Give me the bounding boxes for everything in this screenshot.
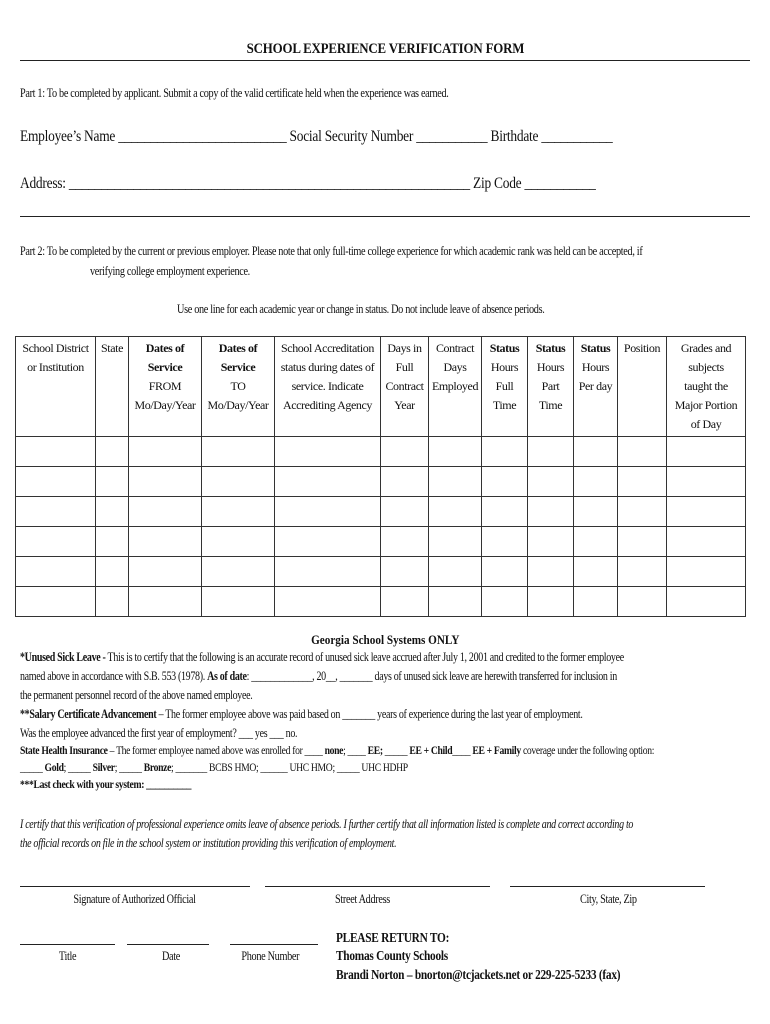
table-cell[interactable] (129, 467, 202, 497)
title-label: Title (58, 949, 77, 963)
table-cell[interactable] (381, 527, 429, 557)
column-header: State (96, 337, 129, 437)
table-cell[interactable] (482, 587, 528, 617)
table-cell[interactable] (16, 467, 96, 497)
georgia-heading: Georgia School Systems ONLY (310, 632, 460, 647)
date-label: Date (161, 949, 181, 963)
table-cell[interactable] (16, 497, 96, 527)
table-cell[interactable] (429, 587, 482, 617)
table-cell[interactable] (275, 587, 381, 617)
employee-name-field[interactable]: __________________________ (118, 128, 287, 145)
table-cell[interactable] (381, 587, 429, 617)
sick-leave-line1: *Unused Sick Leave - This is to certify that the following is an accurate record of unused sick leave accrued after July 1, 2001 and credited to the former employee (20, 650, 624, 664)
table-row (16, 467, 746, 497)
title-line[interactable] (20, 944, 115, 945)
signature-line[interactable] (20, 886, 250, 887)
table-cell[interactable] (96, 557, 129, 587)
table-cell[interactable] (618, 467, 667, 497)
table-cell[interactable] (618, 527, 667, 557)
table-cell[interactable] (275, 527, 381, 557)
ssn-field[interactable]: ___________ (416, 128, 488, 145)
table-cell[interactable] (129, 527, 202, 557)
column-header: Position (618, 337, 667, 437)
table-cell[interactable] (482, 557, 528, 587)
part1-rule (20, 216, 750, 217)
health-insurance-line: State Health Insurance – The former employee named above was enrolled for ____ none; ____ EE; _____ EE + Child____ EE + Family coverage under the following option: (20, 745, 655, 757)
table-cell[interactable] (482, 527, 528, 557)
table-cell[interactable] (528, 437, 574, 467)
certify-line2: the official records on file in the school system or institution providing this verification of employment. (20, 836, 397, 850)
table-cell[interactable] (275, 557, 381, 587)
table-cell[interactable] (129, 557, 202, 587)
table-cell[interactable] (667, 587, 746, 617)
table-cell[interactable] (16, 437, 96, 467)
table-row (16, 437, 746, 467)
table-cell[interactable] (618, 497, 667, 527)
table-cell[interactable] (96, 467, 129, 497)
column-header: Contract Days Employed (429, 337, 482, 437)
column-header: School Accreditation status during dates of service. Indicate Accrediting Agency (275, 337, 381, 437)
table-cell[interactable] (96, 527, 129, 557)
table-cell[interactable] (528, 467, 574, 497)
table-cell[interactable] (482, 437, 528, 467)
return-heading: PLEASE RETURN TO: (336, 930, 450, 945)
experience-table (15, 336, 746, 617)
table-cell[interactable] (96, 587, 129, 617)
health-plan-options: _____ Gold; _____ Silver; _____ Bronze; _______ BCBS HMO; ______ UHC HMO; _____ UHC HDHP (20, 762, 408, 774)
date-line[interactable] (127, 944, 209, 945)
table-cell[interactable] (96, 437, 129, 467)
table-cell[interactable] (202, 467, 275, 497)
table-cell[interactable] (129, 497, 202, 527)
table-cell[interactable] (574, 527, 618, 557)
return-organization: Thomas County Schools (336, 948, 448, 963)
column-header: Dates of Service FROM Mo/Day/Year (129, 337, 202, 437)
table-row (16, 527, 746, 557)
phone-number-label: Phone Number (241, 949, 299, 963)
table-cell[interactable] (618, 557, 667, 587)
birthdate-field[interactable]: ___________ (541, 128, 613, 145)
table-cell[interactable] (429, 527, 482, 557)
salary-advancement-line: **Salary Certificate Advancement – The former employee above was paid based on _______ years of experience during the last year of employment. (20, 707, 583, 721)
table-cell[interactable] (16, 557, 96, 587)
table-instruction: Use one line for each academic year or change in status. Do not include leave of absence periods. (177, 302, 545, 316)
table-cell[interactable] (574, 587, 618, 617)
column-header: Dates of Service TO Mo/Day/Year (202, 337, 275, 437)
city-state-zip-label: City, State, Zip (580, 892, 637, 906)
table-cell[interactable] (129, 437, 202, 467)
table-cell[interactable] (429, 557, 482, 587)
employee-name-row (20, 128, 725, 146)
table-cell[interactable] (381, 497, 429, 527)
street-address-line[interactable] (265, 886, 490, 887)
address-label: Address: (20, 175, 66, 192)
salary-label: **Salary Certificate Advancement (20, 707, 157, 721)
column-header: Status Hours Per day (574, 337, 618, 437)
sick-leave-line3: the permanent personnel record of the above named employee. (20, 688, 253, 702)
signature-label: Signature of Authorized Official (73, 892, 197, 906)
city-state-zip-line[interactable] (510, 886, 705, 887)
table-row (16, 497, 746, 527)
table-cell[interactable] (429, 467, 482, 497)
part2-instruction: Part 2: To be completed by the current or previous employer. Please note that only full-time college experience for which academic rank was held can be accepted, if (20, 244, 643, 258)
address-row (20, 175, 705, 193)
table-cell[interactable] (574, 467, 618, 497)
table-cell[interactable] (275, 437, 381, 467)
birthdate-label: Birthdate (490, 128, 539, 145)
table-cell[interactable] (275, 467, 381, 497)
table-cell[interactable] (129, 587, 202, 617)
column-header: Grades and subjects taught the Major Portion of Day (667, 337, 746, 437)
table-cell[interactable] (202, 497, 275, 527)
table-cell[interactable] (528, 497, 574, 527)
table-cell[interactable] (429, 437, 482, 467)
table-cell[interactable] (381, 437, 429, 467)
certify-line1: I certify that this verification of professional experience omits leave of absence periods. I further certify that all information listed is complete and correct according to (20, 817, 634, 831)
street-address-label: Street Address (335, 892, 390, 906)
table-cell[interactable] (202, 437, 275, 467)
table-cell[interactable] (381, 467, 429, 497)
column-header: Days in Full Contract Year (381, 337, 429, 437)
as-of-date-label: As of date (207, 669, 247, 683)
table-cell[interactable] (667, 467, 746, 497)
sick-leave-line2: named above in accordance with S.B. 553 (1978). As of date: _____________, 20__, _______ days of unused sick leave are herewith transferred for inclusion in (20, 669, 617, 683)
table-cell[interactable] (482, 497, 528, 527)
column-header: School District or Institution (16, 337, 96, 437)
column-header: Status Hours Part Time (528, 337, 574, 437)
table-cell[interactable] (528, 557, 574, 587)
zip-field[interactable]: ___________ (524, 175, 596, 192)
table-cell[interactable] (16, 527, 96, 557)
table-cell[interactable] (96, 497, 129, 527)
table-cell[interactable] (528, 587, 574, 617)
table-cell[interactable] (574, 497, 618, 527)
part2-instruction-cont: verifying college employment experience. (90, 264, 250, 278)
sick-leave-label: *Unused Sick Leave - (20, 650, 106, 664)
table-cell[interactable] (202, 527, 275, 557)
table-cell[interactable] (667, 527, 746, 557)
phone-number-line[interactable] (230, 944, 318, 945)
table-row (16, 557, 746, 587)
table-cell[interactable] (667, 497, 746, 527)
return-contact: Brandi Norton – bnorton@tcjackets.net or 229-225-5233 (fax) (336, 967, 621, 982)
part1-instruction: Part 1: To be completed by applicant. Submit a copy of the valid certificate held when the experience was earned. (20, 86, 449, 100)
table-cell[interactable] (482, 467, 528, 497)
table-row (16, 587, 746, 617)
zip-label: Zip Code (473, 175, 522, 192)
table-cell[interactable] (528, 527, 574, 557)
form-title: SCHOOL EXPERIENCE VERIFICATION FORM (246, 41, 524, 57)
advanced-question: Was the employee advanced the first year of employment? ___ yes ___ no. (20, 726, 298, 740)
table-cell[interactable] (667, 437, 746, 467)
table-cell[interactable] (202, 557, 275, 587)
table-cell[interactable] (202, 587, 275, 617)
employee-name-label: Employee’s Name (20, 128, 116, 145)
table-cell[interactable] (429, 497, 482, 527)
last-check-line: ***Last check with your system: __________ (20, 779, 192, 791)
table-header-row (16, 337, 746, 437)
table-cell[interactable] (618, 587, 667, 617)
column-header: Status Hours Full Time (482, 337, 528, 437)
title-rule (20, 60, 750, 61)
table-cell[interactable] (381, 557, 429, 587)
address-field[interactable]: ______________________________________________________________ (68, 175, 470, 192)
table-cell[interactable] (618, 437, 667, 467)
table-cell[interactable] (574, 437, 618, 467)
ssn-label: Social Security Number (289, 128, 414, 145)
table-cell[interactable] (275, 497, 381, 527)
table-cell[interactable] (16, 587, 96, 617)
table-cell[interactable] (574, 557, 618, 587)
table-cell[interactable] (667, 557, 746, 587)
